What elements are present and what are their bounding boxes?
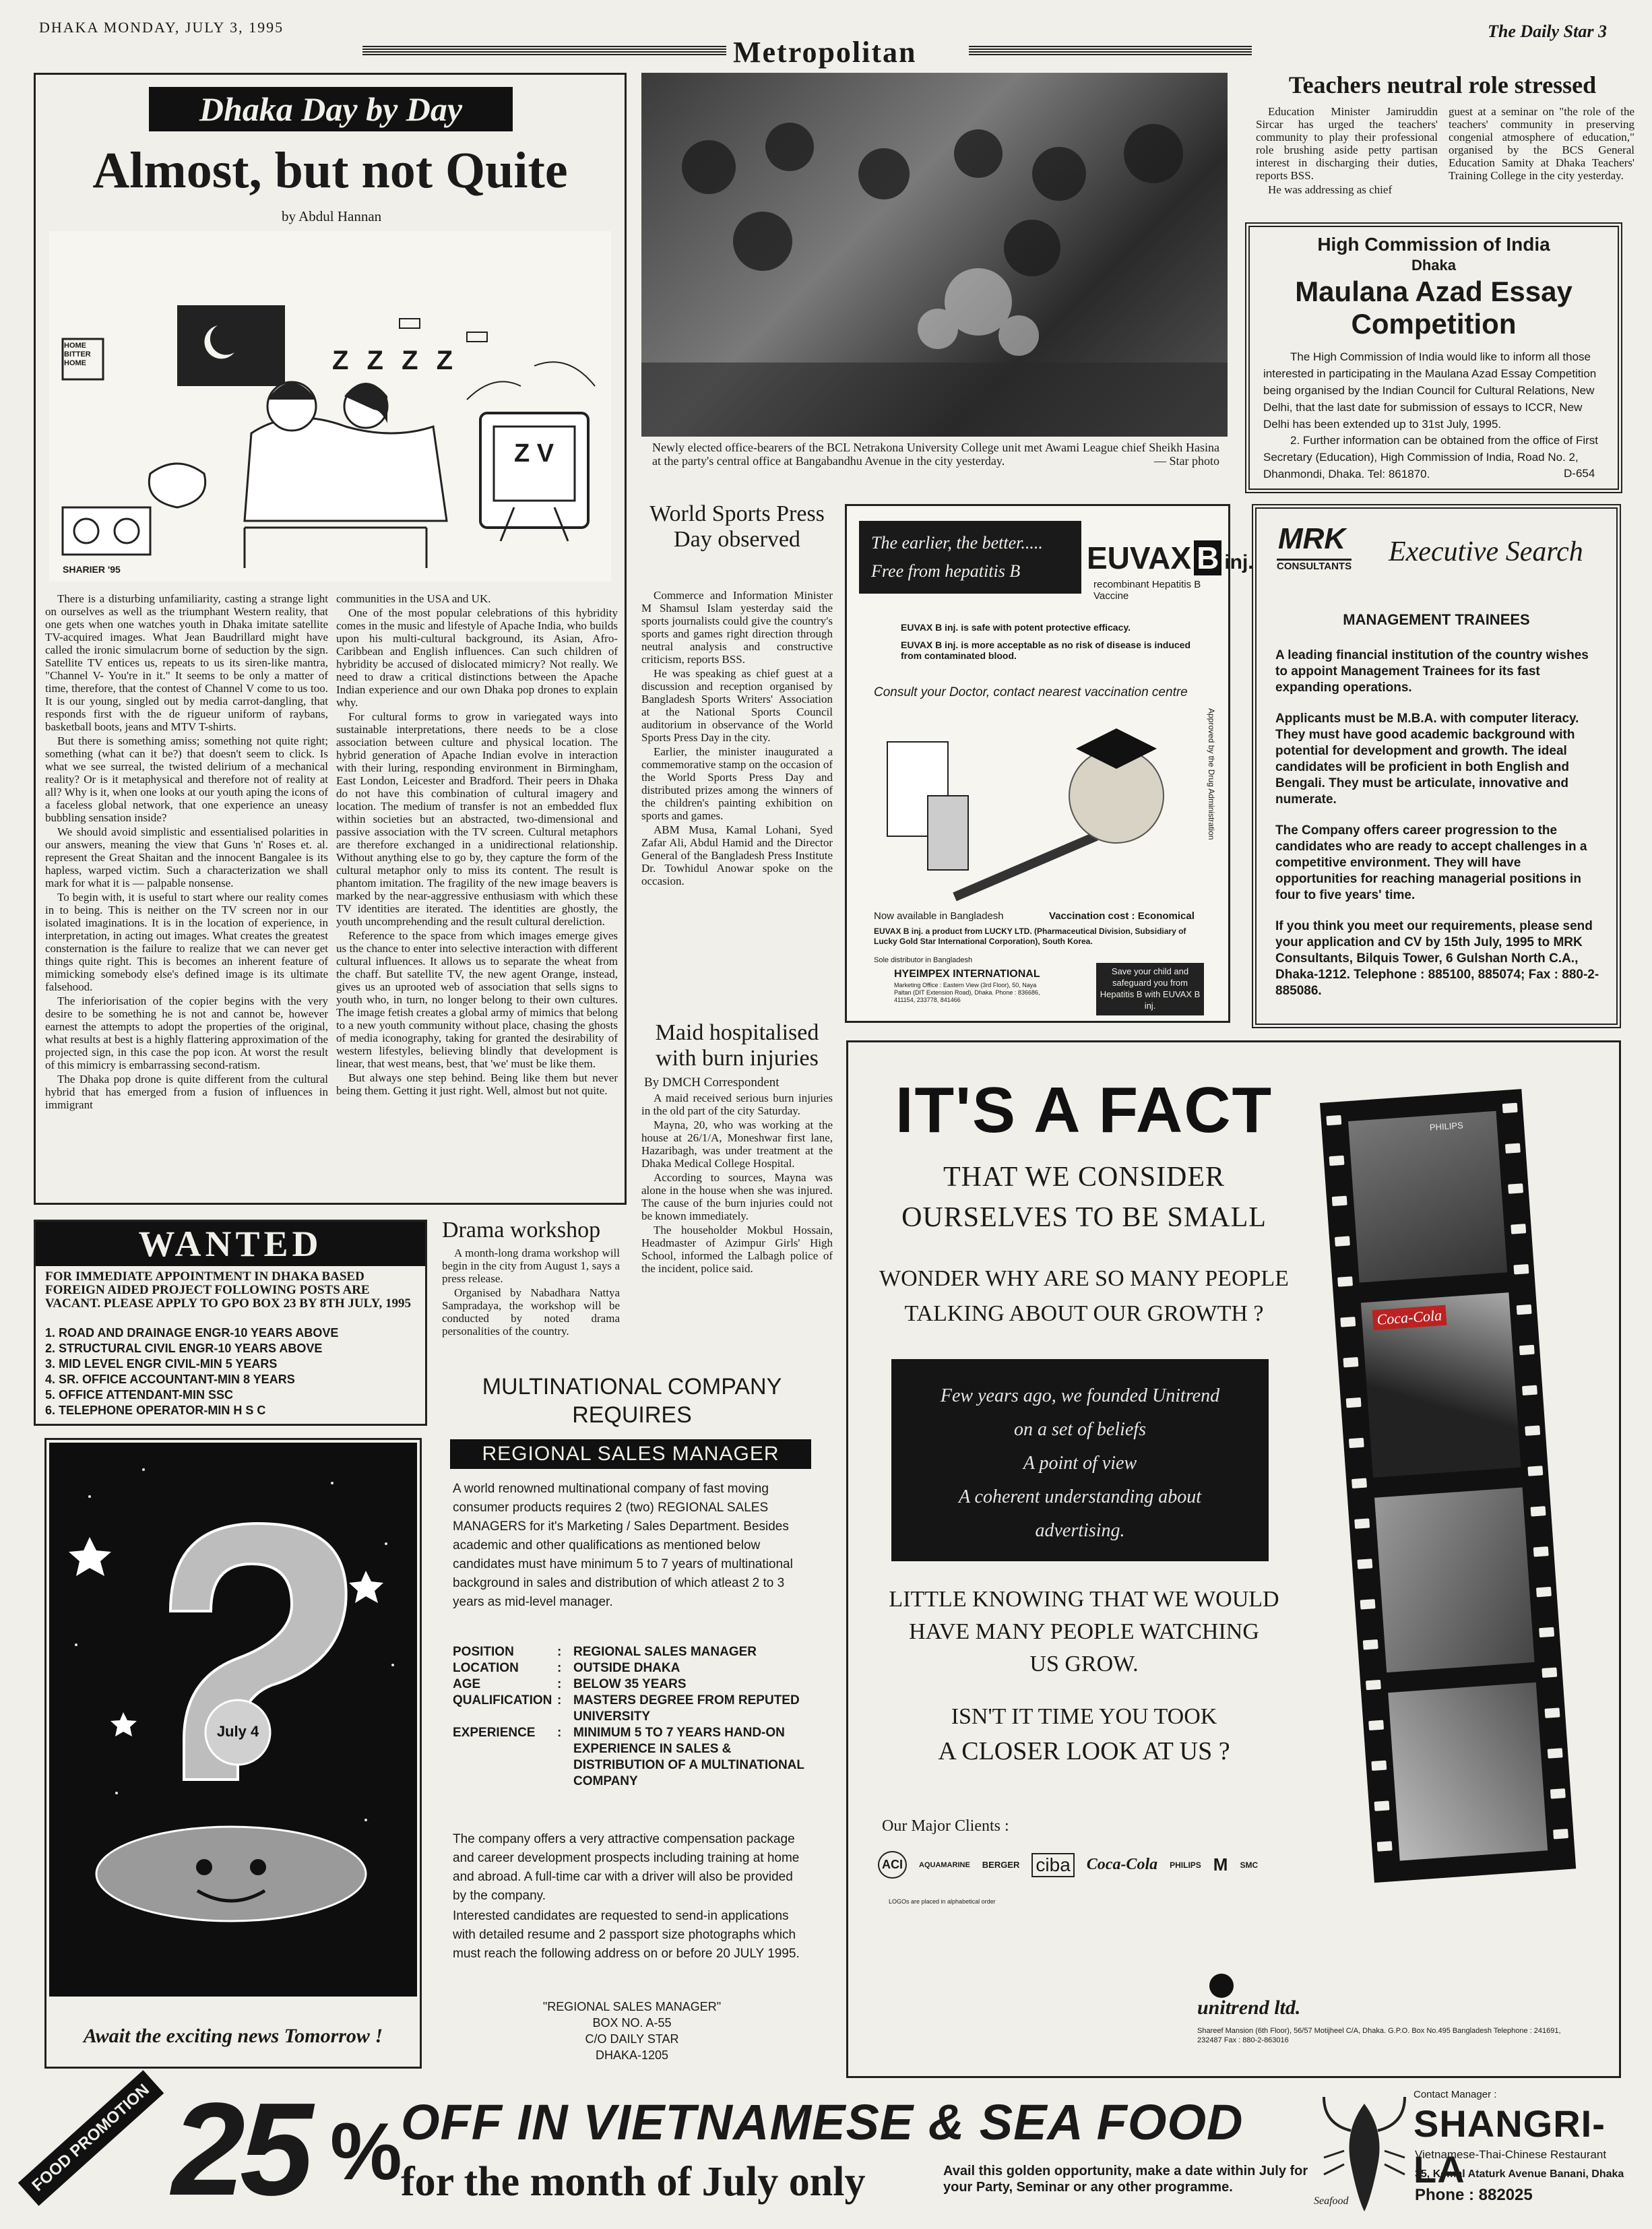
july4-drawing xyxy=(49,1443,417,1997)
hci-l2: Dhaka xyxy=(1411,257,1457,274)
row-value: OUTSIDE DHAKA xyxy=(573,1661,680,1675)
mnc-l2: REQUIRES xyxy=(572,1402,692,1428)
section-rule-left xyxy=(362,46,726,55)
client-berger: BERGER xyxy=(982,1860,1020,1870)
seafood-script: Seafood xyxy=(1314,2195,1349,2207)
client-smc: SMC xyxy=(1240,1860,1259,1870)
mnc-row xyxy=(453,1660,810,1676)
row-colon: : xyxy=(557,1661,562,1675)
teachers-article xyxy=(1242,70,1643,213)
mnc-row xyxy=(453,1725,810,1790)
euvax-claim1: EUVAX B inj. is safe with potent protective efficacy. xyxy=(901,622,1131,633)
contact-line: Contact Manager : xyxy=(1413,2089,1497,2100)
client-cocacola: Coca-Cola xyxy=(1086,1856,1158,1873)
wanted-item: 4. SR. OFFICE ACCOUNTANT-MIN 8 YEARS xyxy=(45,1373,295,1386)
mnc-address xyxy=(437,1999,827,2063)
drama-headline: Drama workshop xyxy=(442,1218,601,1243)
mnc-rows xyxy=(453,1644,810,1790)
maid-body xyxy=(641,1092,833,1276)
mnc-p2: The company offers a very attractive compensation package and career development prospects including training at home and abroad. A full-time car with a driver will also be provided by the company. xyxy=(453,1832,800,1903)
euvax-distributor: HYEIMPEX INTERNATIONAL xyxy=(894,968,1040,980)
row-key: LOCATION xyxy=(453,1661,519,1675)
section-rule-right xyxy=(969,46,1252,55)
paragraph: Reference to the space from which images emerge gives us the chance to enter into selective interaction with different cultural influences. It allows us to separate the wheat from the chaff. But satellite TV, the new agent Orange, instead, gives us an uprooted web of association that sells signs to youth who, in turn, no longer belong to their own cultures. The image fetish creates a global army of mimics that belong to a new youth community without place, chasing the ghosts of media iconography, taking for granted the desirability of western lifestyles, believing blindly that development is linear, that west means, best, that 'we' must be like them. xyxy=(336,929,618,1070)
maid-article xyxy=(637,1020,837,1350)
kicker xyxy=(149,87,513,131)
mrk-p4: If you think you meet our requirements, please send your application and CV by 15th July, 1995 to MRK Consultants, Bilquis Tower, 6 Gulshan North C.A., Dhaka-1212. Telephone : 885100, 885074; Fax : 880-2-885086. xyxy=(1275,919,1599,998)
wanted-item: 6. TELEPHONE OPERATOR-MIN H S C xyxy=(45,1404,266,1417)
wanted-item: 5. OFFICE ATTENDANT-MIN SSC xyxy=(45,1388,233,1402)
paragraph: But always one step behind. Being like them but never being them. Getting it just right. Well, almost but not quite. xyxy=(336,1071,618,1097)
caption-credit: — Star photo xyxy=(1154,454,1219,468)
mrk-title: MANAGEMENT TRAINEES xyxy=(1343,611,1530,628)
article-col-1 xyxy=(45,592,328,1201)
cartoon-drawing xyxy=(49,231,611,582)
row-value: BELOW 35 YEARS xyxy=(573,1677,687,1691)
row-key: EXPERIENCE xyxy=(453,1726,536,1740)
promo-ribbon xyxy=(18,2070,164,2205)
caption-text: Newly elected office-bearers of the BCL Netrakona University College unit met Awami League chief Sheikh Hasina at the party's central office at Bangabandhu Avenue in the city yesterday. xyxy=(652,441,1219,468)
mrk-p2: Applicants must be M.B.A. with computer literacy. They must have good academic background with potential for development and growth. The ideal candidates will be proficient in both English and Bengali. They must be articulate, innovative and numerate. xyxy=(1275,712,1579,807)
cartoon-sign: HOME BITTER HOME xyxy=(64,342,91,367)
wanted-item: 2. STRUCTURAL CIVIL ENGR-10 YEARS ABOVE xyxy=(45,1342,323,1355)
mrk-ad xyxy=(1252,504,1621,1028)
row-key: POSITION xyxy=(453,1645,514,1659)
wanted-intro: FOR IMMEDIATE APPOINTMENT IN DHAKA BASED FOREIGN AIDED PROJECT FOLLOWING POSTS ARE VACANT. PLEASE APPLY TO GPO BOX 23 BY 8TH JULY, 1995 xyxy=(45,1269,412,1311)
euvax-side: Approved by the Drug Administration xyxy=(1207,708,1216,840)
euvax-product-image xyxy=(874,708,1197,910)
hci-l4: Competition xyxy=(1351,308,1517,340)
kicker-text: Dhaka Day by Day xyxy=(199,90,463,128)
world-sports-body xyxy=(641,589,833,889)
promo-text: FOOD PROMOTION xyxy=(28,2080,153,2195)
mnc-p3: Interested candidates are requested to send-in applications with detailed resume and 2 passport size photographs which must reach the following address on or before 20 JULY 1995. xyxy=(453,1909,800,1961)
quote-line: A coherent understanding about xyxy=(958,1486,1202,1507)
maid-headline: Maid hospitalised with burn injuries xyxy=(655,1020,819,1071)
row-value: REGIONAL SALES MANAGER xyxy=(573,1645,757,1659)
clients-row xyxy=(878,1851,1309,1879)
month-line: for the month of July only xyxy=(401,2159,866,2205)
paragraph: A month-long drama workshop will begin in the city from August 1, says a press release. xyxy=(442,1247,620,1285)
paragraph: Earlier, the minister inaugurated a commemorative stamp on the occasion of the World Sports Press Day and distributed prizes among the winners of the children's painting exhibition on sports and games. xyxy=(641,745,833,822)
addr-line: C/O DAILY STAR xyxy=(585,2032,679,2046)
paragraph: The householder Mokbul Hossain, Headmaster of Azimpur Girls' High School, informed the Lalbagh police of the incident, police said. xyxy=(641,1224,833,1275)
masthead xyxy=(12,9,1640,69)
euvax-ad xyxy=(845,504,1254,1023)
fact-title xyxy=(875,1073,1293,1148)
hci-code: D-654 xyxy=(1564,467,1595,480)
drama-body xyxy=(442,1247,620,1339)
hci-l1: High Commission of India xyxy=(1317,234,1550,255)
paragraph: ABM Musa, Kamal Lohani, Syed Zafar Ali, Abdul Hamid and the Director General of the Bangladesh Press Institute Dr. Towhidul Anowar spoke on the occasion. xyxy=(641,823,833,887)
euvax-product: EUVAX B inj. a product from LUCKY LTD. (Pharmaceutical Division, Subsidiary of Lucky Gold Star International Corporation), South Korea. xyxy=(874,927,1186,946)
paragraph: For cultural forms to grow in variegated ways into sustainable interpretations, there needs to be a close association between culture and physical location. The hybrid generation of Apache Indian evolve in interaction with their luring, responding environment in Birmingham, East London, Leicester and Bradford. Their peers in Dhaka do not have this combination of cultural imagery and location. The medium of transfer is not an embedded flux within societies but an abstracted, two-dimensional and passive association with the TV screen. Cultural metaphors are therefore exchanged in a unidirectional relationship. Without anything else to go by, they capture the form of the cultural metaphor only to miss its content. The result is phantom imitation. The fragility of the new image beavers is marked by the near-aggressive enthusiasm with which these TV identities are iterated. The identities are ghostly, the youth uncomprehending and the result cultural dereliction. xyxy=(336,710,618,928)
unitrend-addr: Shareef Mansion (6th Floor), 56/57 Motijheel C/A, Dhaka. G.P.O. Box No.495 Bangladesh Telephone : 241691, 232487 Fax : 880-2-863016 xyxy=(1197,2027,1561,2044)
cartoon-tv: Z V xyxy=(514,439,554,468)
unitrend-l6: HAVE MANY PEOPLE WATCHING xyxy=(909,1619,1259,1644)
wanted-ad xyxy=(34,1220,427,1426)
hci-p2: 2. Further information can be obtained from the office of First Secretary (Education), High Commission of India, Road No. 2, Dhanmondi, Dhaka. Tel: 861870. xyxy=(1263,434,1599,480)
paragraph: One of the most popular celebrations of this hybridity comes in the music and lifestyle of Apache India, who builds upon his multi-cultural background, its Asian, Afro-Caribbean and English influences. Can such children of hybridity be accused of dislocated mimicry? Not really. We need to draw a critical distinctions between the Apache Indian experience and our own Dhaka pop drones to explain why. xyxy=(336,606,618,709)
paragraph: According to sources, Mayna was alone in the house when she was injured. The cause of the burn injuries could not be known immediately. xyxy=(641,1171,833,1222)
unitrend-l3: WONDER WHY ARE SO MANY PEOPLE xyxy=(879,1266,1289,1291)
hci-l3: Maulana Azad Essay xyxy=(1295,276,1572,307)
paragraph: The inferiorisation of the copier begins with the very desire to be something he is not and cannot be, however earnest the attempts to adopt the properties of the original, what results at best is a highly flattering approximation of the projected sign, in this case the pop icon. At worst the result of this mimicry is embarrassing second-ratism. xyxy=(45,995,328,1071)
paragraph: But there is something amiss; something not quite right; something (what can it be?) that doesn't seem to click. Is what we see surreal, the twisted delirium of a mechanical reality? Or is it metaphysical and therefore not of reality at all? Why is it, when one looks at our youth aping the icons of a faceless global network, that one experience an uneasy bubbling sensation inside? xyxy=(45,734,328,824)
mrk-logo: MRK xyxy=(1278,522,1346,555)
brand-b: B xyxy=(1194,540,1221,575)
quote-line: Few years ago, we founded Unitrend xyxy=(940,1385,1220,1406)
film-label-2: Coca-Cola xyxy=(1372,1305,1447,1330)
restaurant-addr: 35, Kemal Ataturk Avenue Banani, Dhaka xyxy=(1415,2168,1624,2180)
paragraph: To begin with, it is useful to start where our reality comes in to being. This is neither on the TV screen nor in our isolated imaginations. It is in the location of experience, in interpretation, in acting out images. What creates the greatest consternation is the failure to realize that we can never get things quite right. This is becomes an inherent feature of mimicking somebody else's defined image is its ultimate falsehood. xyxy=(45,891,328,993)
client-m: M xyxy=(1213,1854,1228,1875)
paragraph: communities in the USA and UK. xyxy=(336,592,491,605)
paragraph: Mayna, 20, who was working at the house at 26/1/A, Moneshwar first lane, Hazaribagh, was under treatment at the Dhaka Medical College Hospital. xyxy=(641,1119,833,1170)
teachers-headline: Teachers neutral role stressed xyxy=(1288,71,1597,98)
discount-number: 25 xyxy=(172,2075,309,2223)
cartoon-signature: SHARIER '95 xyxy=(63,564,121,575)
euvax-brand xyxy=(1087,541,1254,579)
mrk-p1: A leading financial institution of the country wishes to appoint Management Trainees for its fast expanding operations. xyxy=(1275,648,1589,695)
row-value: MINIMUM 5 TO 7 YEARS HAND-ON EXPERIENCE IN SALES & DISTRIBUTION OF A MULTINATIONAL COMPANY xyxy=(573,1726,804,1788)
paragraph: Organised by Nabadhara Nattya Sampradaya, the workshop will be conducted by noted drama personalities of the country. xyxy=(442,1286,620,1338)
brand-inj: inj. xyxy=(1224,551,1254,573)
wanted-title: WANTED xyxy=(138,1224,323,1264)
restaurant-phone: Phone : 882025 xyxy=(1415,2186,1533,2204)
unitrend-l4: TALKING ABOUT OUR GROWTH ? xyxy=(904,1301,1264,1326)
mnc-bar-text: REGIONAL SALES MANAGER xyxy=(482,1443,780,1465)
byline: by Abdul Hannan xyxy=(282,208,382,224)
wanted-list xyxy=(45,1325,420,1418)
euvax-sub: recombinant Hepatitis B Vaccine xyxy=(1093,579,1201,602)
paragraph: There is a disturbing unfamiliarity, casting a strange light on ourselves as well as the triumphant Western reality, that one gets when one watches youth in Dhaka imitate satellite TV-acquired images. What Jean Baudrillard might have called the ironic simulacrum borne of seduction by the sign. Satellite TV entices us, repeats to us its siren-like mantra, "Channel V- You're in it." It seems to be only a matter of time, therefore, that the contest of Channel V come to us too. It is our young, singled out by media carrot-dangling, that responds first with the de rigueur uniform of raybans, basketball boots, jeans and MTV T-shirts. xyxy=(45,592,328,733)
quote-line: advertising. xyxy=(1035,1520,1125,1541)
maid-byline: By DMCH Correspondent xyxy=(644,1075,780,1090)
cartoon-sleep: Z Z Z Z xyxy=(332,346,459,375)
article-col-2 xyxy=(336,592,618,1201)
euvax-tag2: Free from hepatitis B xyxy=(871,561,1021,581)
paper-name: The Daily Star 3 xyxy=(1488,22,1607,41)
unitrend-l5: LITTLE KNOWING THAT WE WOULD xyxy=(889,1587,1279,1612)
paragraph: We should avoid simplistic and essentialised polarities in our answers, meaning the view that Guns 'n' Roses et. al. represent the Great Shaitan and the innocent Bangalee is its hapless, warped victim. Such a characterization we shall mark for what it is — palpable nonsense. xyxy=(45,825,328,889)
paragraph: A maid received serious burn injuries in the old part of the city Saturday. xyxy=(641,1092,833,1117)
euvax-avail: Now available in Bangladesh xyxy=(874,910,1004,922)
photo-caption xyxy=(652,441,1219,481)
euvax-tagline-box xyxy=(859,521,1081,594)
mnc-row xyxy=(453,1676,810,1693)
mnc-ad xyxy=(437,1368,827,2075)
row-key: AGE xyxy=(453,1677,481,1691)
euvax-save: Save your child and safeguard you from Hepatitis B with EUVAX B inj. xyxy=(1096,963,1204,1015)
photo-crowd xyxy=(641,73,1228,437)
mrk-logo-sub: CONSULTANTS xyxy=(1277,559,1352,572)
row-value: MASTERS DEGREE FROM REPUTED UNIVERSITY xyxy=(573,1693,800,1724)
unitrend-l7: US GROW. xyxy=(1029,1652,1139,1676)
july4-label: July 4 xyxy=(216,1723,259,1740)
quote-line: A point of view xyxy=(1023,1453,1137,1474)
quote-line: on a set of beliefs xyxy=(1014,1419,1146,1440)
euvax-distributor-addr: Marketing Office : Eastern View (3rd Floor), 50, Naya Paltan (DIT Extension Road), Dhaka. Phone : 836686, 411154, 233778, 841466 xyxy=(894,982,1040,1003)
clients-label: Our Major Clients : xyxy=(882,1817,1009,1835)
unitrend-ad xyxy=(846,1040,1621,2078)
row-colon: : xyxy=(557,1693,562,1707)
shangrila-ad xyxy=(28,2075,1645,2223)
paragraph: Commerce and Information Minister M Shamsul Islam yesterday said the sports journalists could give the country's sports and games right direction through neutral analysis and constructive criticism, reports BSS. xyxy=(641,589,833,666)
unitrend-quote-box xyxy=(891,1359,1269,1561)
avail-line: Avail this golden opportunity, make a date within July for your Party, Seminar or any other programme. xyxy=(943,2164,1308,2195)
july4-art xyxy=(49,1443,417,1997)
drama-article xyxy=(437,1217,625,1358)
film-frame xyxy=(1374,1487,1535,1672)
hci-notice xyxy=(1245,222,1622,493)
row-colon: : xyxy=(557,1726,562,1740)
mnc-intro: A world renowned multinational company of fast moving consumer products requires 2 (two) REGIONAL SALES MANAGERS for it's Marketing / Sales Department. Besides academic and other qualifications as mentioned below candidates must have minimum 5 to 7 years of multinational background in sales and distribution of which atleast 2 to 3 years as mid-level manager. xyxy=(453,1482,793,1609)
july4-footer: Await the exciting news Tomorrow ! xyxy=(83,2025,383,2047)
mnc-row xyxy=(453,1644,810,1660)
unitrend-logo: unitrend ltd. xyxy=(1197,1997,1301,2019)
film-label-1: PHILIPS xyxy=(1429,1120,1464,1133)
hci-p1: The High Commission of India would like to inform all those interested in participating in the Maulana Azad Essay Competition being organised by the Indian Council for Cultural Relations, New Delhi, that the last date for submission of essays to ICCR, New Delhi has been extended up to 31st July, 1995. xyxy=(1263,350,1597,431)
addr-line: BOX NO. A-55 xyxy=(592,2016,672,2030)
mrk-p3: The Company offers career progression to the candidates who are ready to accept challenges in a competitive environment. They will have opportunities for reaching managerial positions in four to five years' time. xyxy=(1275,823,1587,902)
news-photo xyxy=(641,73,1228,437)
row-key: QUALIFICATION xyxy=(453,1693,552,1707)
row-colon: : xyxy=(557,1645,562,1659)
addr-line: "REGIONAL SALES MANAGER" xyxy=(542,2000,722,2013)
dhaka-day-article xyxy=(34,73,627,1205)
mnc-l1: MULTINATIONAL COMPANY xyxy=(482,1374,782,1400)
euvax-consult: Consult your Doctor, contact nearest vaccination centre xyxy=(874,685,1188,699)
unitrend-l8: ISN'T IT TIME YOU TOOK xyxy=(951,1704,1217,1729)
world-sports-article xyxy=(637,501,837,1013)
unitrend-logo-mark xyxy=(1209,1974,1234,1998)
headline: Almost, but not Quite xyxy=(92,142,568,199)
cartoon xyxy=(49,231,611,582)
euvax-tag1: The earlier, the better..... xyxy=(871,533,1043,553)
euvax-cost: Vaccination cost : Economical xyxy=(1049,910,1195,922)
discount-percent: % xyxy=(330,2106,402,2197)
addr-line: DHAKA-1205 xyxy=(595,2048,669,2062)
euvax-claim2: EUVAX B inj. is more acceptable as no risk of disease is induced from contaminated blood. xyxy=(901,639,1191,661)
film-frame xyxy=(1388,1683,1548,1861)
film-strip xyxy=(1320,1089,1576,1883)
july4-ad xyxy=(44,1438,422,2069)
section-title: Metropolitan xyxy=(733,36,917,69)
client-aci: ACI xyxy=(878,1851,907,1879)
offer-line: OFF IN VIETNAMESE & SEA FOOD xyxy=(401,2094,1244,2150)
world-sports-headline: World Sports Press Day observed xyxy=(649,501,825,552)
logos-note: LOGOs are placed in alphabetical order xyxy=(889,1898,996,1905)
unitrend-l2: OURSELVES TO BE SMALL xyxy=(901,1202,1267,1233)
client-ciba: ciba xyxy=(1031,1853,1074,1877)
brand-name: EUVAX xyxy=(1087,540,1192,575)
restaurant-name: SHANGRI-LA xyxy=(1413,2102,1606,2191)
paragraph: The Dhaka pop drone is quite different from the cultural hybrid that has emerged from a fusion of influences in immigrant xyxy=(45,1073,328,1111)
client-aquamarine: AQUAMARINE xyxy=(919,1860,970,1869)
dateline: DHAKA MONDAY, JULY 3, 1995 xyxy=(39,19,284,36)
mnc-row xyxy=(453,1693,810,1725)
paragraph: He was speaking as chief guest at a discussion and reception organised by Bangladesh Sports Writers' Association at the National Sports Council auditorium in observance of the World Sports Press Day in the city. xyxy=(641,667,833,744)
wanted-title-bar xyxy=(36,1222,425,1266)
paragraph: Education Minister Jamiruddin Sircar has urged the teachers' community to play their professional role brushing aside petty partisan interest in discharging their duties, reports BSS. xyxy=(1256,105,1438,182)
teachers-col-2 xyxy=(1449,105,1634,183)
wanted-item: 3. MID LEVEL ENGR CIVIL-MIN 5 YEARS xyxy=(45,1357,278,1371)
paragraph: He was addressing as chief xyxy=(1268,183,1393,196)
mnc-bar xyxy=(450,1439,811,1469)
unitrend-l9: A CLOSER LOOK AT US ? xyxy=(938,1737,1230,1765)
restaurant-sub: Vietnamese-Thai-Chinese Restaurant xyxy=(1415,2148,1607,2161)
client-philips: PHILIPS xyxy=(1170,1860,1201,1870)
fact-text: IT'S A FACT xyxy=(895,1074,1273,1146)
mrk-exec: Executive Search xyxy=(1389,536,1583,567)
wanted-item: 1. ROAD AND DRAINAGE ENGR-10 YEARS ABOVE xyxy=(45,1326,339,1340)
film-frame xyxy=(1348,1111,1507,1283)
teachers-col-1 xyxy=(1256,105,1438,197)
paragraph: guest at a seminar on "the role of the teachers' community in preserving congenial atmosphere of education," organised by the BCS General Education Samity at Dhaka Teachers' Training College in the city yesterday. xyxy=(1449,105,1634,182)
row-colon: : xyxy=(557,1677,562,1691)
unitrend-l1: THAT WE CONSIDER xyxy=(943,1162,1226,1193)
euvax-distributor-lbl: Sole distributor in Bangladesh xyxy=(874,956,973,964)
